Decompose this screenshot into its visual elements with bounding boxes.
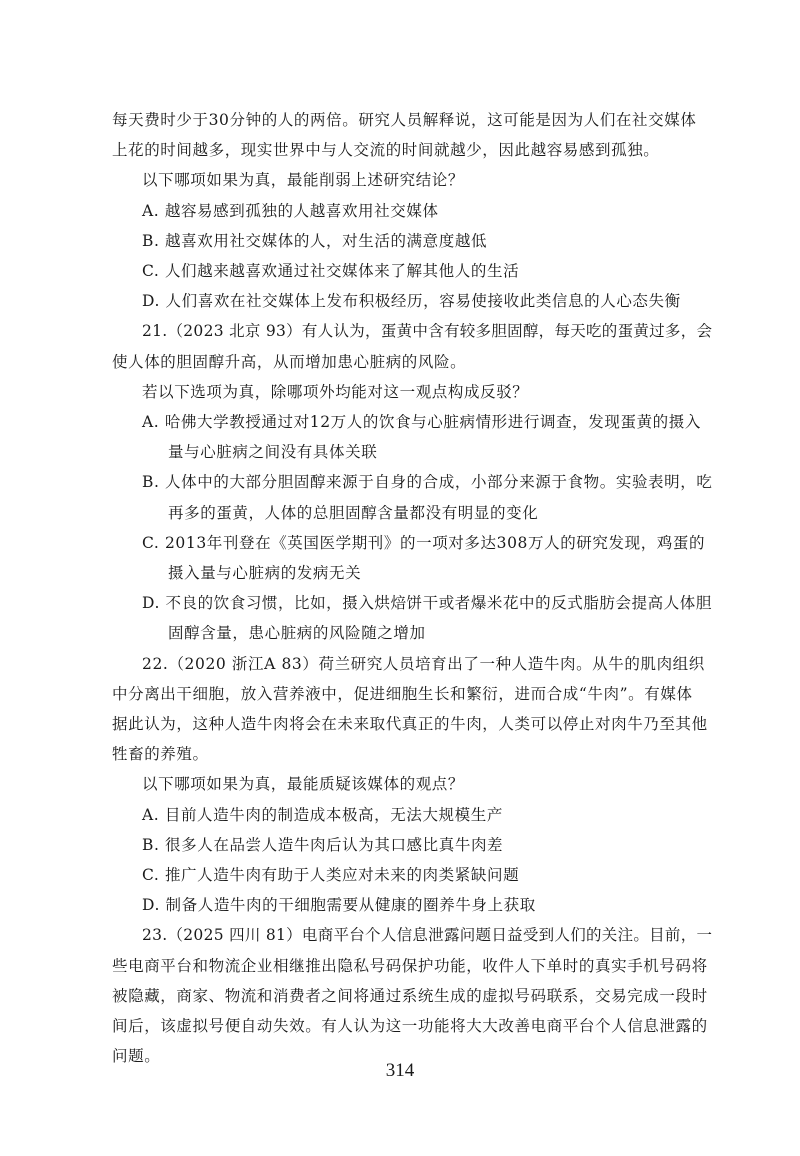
question-21-prompt: 若以下选项为真，除哪项外均能对这一观点构成反驳？ bbox=[142, 382, 529, 401]
question-22-option-d: D. 制备人造牛肉的干细胞需要从健康的圈养牛身上获取 bbox=[142, 896, 536, 915]
question-21-option-c: 摄入量与心脏病的发病无关 bbox=[168, 564, 362, 582]
question-21-option-b: 再多的蛋黄，人体的总胆固醇含量都没有明显的变化 bbox=[168, 503, 539, 522]
question-21-option-b: B. 人体中的大部分胆固醇来源于自身的合成，小部分来源于食物。实验表明，吃 bbox=[142, 473, 713, 492]
page-number: 314 bbox=[385, 1060, 415, 1081]
question-23-stem: 间后，该虚拟号便自动失效。有人认为这一功能将大大改善电商平台个人信息泄露的 bbox=[112, 1017, 708, 1035]
option-d: D. 人们喜欢在社交媒体上发布积极经历，容易使接收此类信息的人心态失衡 bbox=[142, 292, 681, 311]
question-22-option-c: C. 推广人造牛肉有助于人类应对未来的肉类紧缺问题 bbox=[142, 866, 520, 884]
question-21-option-a: A. 哈佛大学教授通过对12万人的饮食与心脏病情形进行调查，发现蛋黄的摄入 bbox=[142, 413, 701, 431]
paragraph-line: 每天费时少于30分钟的人的两倍。研究人员解释说，这可能是因为人们在社交媒体 bbox=[112, 111, 697, 129]
question-22-stem: 牲畜的养殖。 bbox=[112, 745, 209, 764]
question-23-stem: 问题。 bbox=[112, 1047, 161, 1066]
question-21-option-d: D. 不良的饮食习惯，比如，摄入烘焙饼干或者爆米花中的反式脂肪会提高人体胆 bbox=[142, 594, 712, 613]
question-22-option-a: A. 目前人造牛肉的制造成本极高，无法大规模生产 bbox=[142, 805, 503, 824]
question-22-stem: 中分离出干细胞，放入营养液中，促进细胞生长和繁衍，进而合成“牛肉”。有媒体 bbox=[112, 684, 693, 703]
question-prompt: 以下哪项如果为真，最能削弱上述研究结论？ bbox=[142, 171, 465, 190]
option-b: B. 越喜欢用社交媒体的人，对生活的满意度越低 bbox=[142, 231, 488, 250]
question-22-option-b: B. 很多人在品尝人造牛肉后认为其口感比真牛肉差 bbox=[142, 835, 504, 854]
question-22-stem: 22.（2020 浙江A 83）荷兰研究人员培育出了一种人造牛肉。从牛的肌肉组织 bbox=[142, 654, 705, 673]
question-23-stem: 23.（2025 四川 81）电商平台个人信息泄露问题日益受到人们的关注。目前，一 bbox=[142, 926, 713, 945]
option-a: A. 越容易感到孤独的人越喜欢用社交媒体 bbox=[142, 201, 439, 220]
question-23-stem: 些电商平台和物流企业相继推出隐私号码保护功能，收件人下单时的真实手机号码将 bbox=[112, 956, 708, 975]
question-21-option-d: 固醇含量，患心脏病的风险随之增加 bbox=[168, 624, 426, 643]
question-21-stem: 21.（2023 北京 93）有人认为，蛋黄中含有较多胆固醇，每天吃的蛋黄过多，会 bbox=[142, 322, 713, 341]
question-22-stem: 据此认为，这种人造牛肉将会在未来取代真正的牛肉，人类可以停止对肉牛乃至其他 bbox=[112, 715, 708, 733]
paragraph-line: 上花的时间越多，现实世界中与人交流的时间就越少，因此越容易感到孤独。 bbox=[112, 141, 660, 160]
question-21-stem: 使人体的胆固醇升高，从而增加患心脏病的风险。 bbox=[112, 352, 467, 371]
question-21-option-a: 量与心脏病之间没有具体关联 bbox=[168, 443, 378, 462]
option-c: C. 人们越来越喜欢通过社交媒体来了解其他人的生活 bbox=[142, 262, 520, 280]
question-21-option-c: C. 2013年刊登在《英国医学期刊》的一项对多达308万人的研究发现，鸡蛋的 bbox=[142, 533, 706, 552]
question-23-stem: 被隐藏，商家、物流和消费者之间将通过系统生成的虚拟号码联系，交易完成一段时 bbox=[112, 986, 708, 1005]
question-22-prompt: 以下哪项如果为真，最能质疑该媒体的观点？ bbox=[142, 775, 465, 794]
